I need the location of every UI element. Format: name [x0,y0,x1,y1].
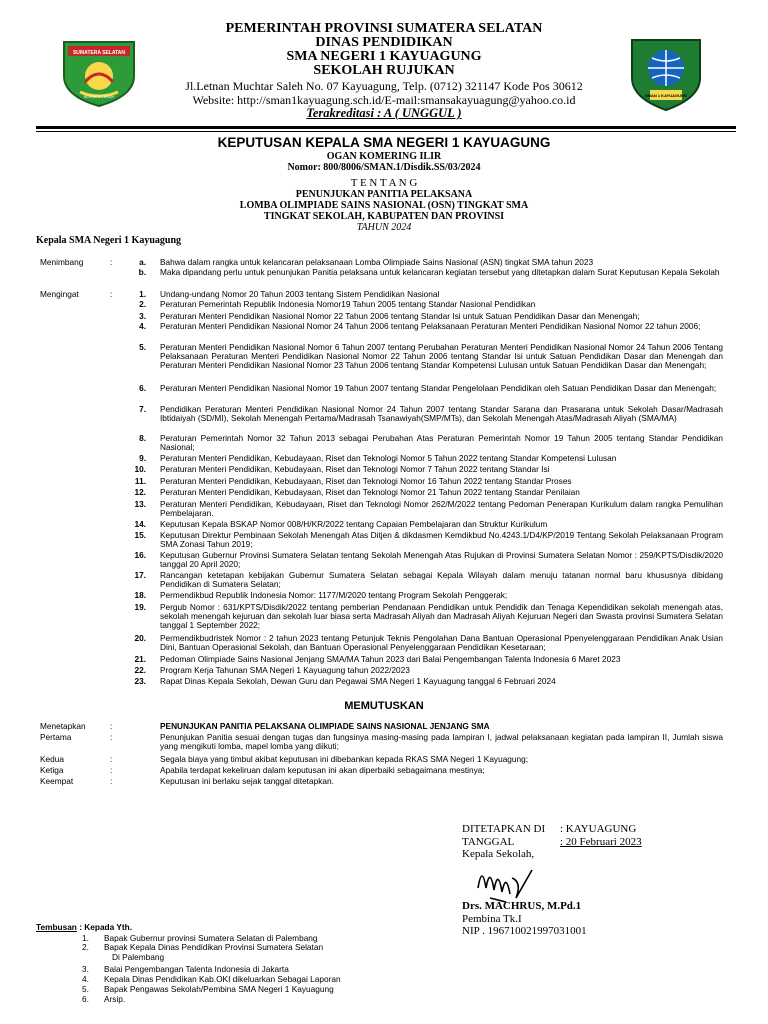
subject-year: TAHUN 2024 [356,222,412,233]
letterhead-department: DINAS PENDIDIKAN [315,35,453,50]
letterhead-government: PEMERINTAH PROVINSI SUMATERA SELATAN [225,21,543,36]
menimbang-item-text: Maka dipandang perlu untuk penunjukan Panitia pelaksana untuk kelancaran kegiatan tersebut yang ditetapkan dalam Surat Keputusan Kepala Sekolah [160,267,720,277]
mengingat-item-text: Pergub Nomor : 631/KPTS/Disdik/2022 tentang pemberian Pendanaan Pendidikan untuk Pendidik dan Tenaga Kependidikan sekolah menengah atas, sekolah menengah kejuruan dan sekolah luar biasa serta Madrasah Aliyah dan Madrasah Aliyah Kejuruan Negeri dan Swasta provinsi Sumatera Selatan tanggal 1 September 2022; [160,602,723,630]
mengingat-item-number: 22. [134,665,146,675]
mengingat-item-text: Undang-undang Nomor 20 Tahun 2003 tentang Sistem Pendidikan Nasional [160,289,440,299]
mengingat-colon: : [110,289,113,299]
letterhead-address: Jl.Letnan Muchtar Saleh No. 07 Kayuagung, Telp. (0712) 321147 Kode Pos 30612 [185,79,583,93]
ditetapkan-label: DITETAPKAN DI [462,823,546,835]
tembusan-item-text: Di Palembang [112,952,165,962]
mengingat-item-number: 23. [134,676,146,686]
decision-label: Pertama [40,732,72,742]
letterhead-school: SMA NEGERI 1 KAYUAGUNG [286,49,482,64]
handwritten-signature [472,858,542,906]
mengingat-item-number: 8. [139,433,146,443]
decree-title: KEPUTUSAN KEPALA SMA NEGERI 1 KAYUAGUNG [217,135,551,150]
signer-name: Drs. MACHRUS, M.Pd.1 [462,900,582,912]
letterhead-subtitle: SEKOLAH RUJUKAN [313,63,455,78]
tembusan-item-text: Bapak Pengawas Sekolah/Pembina SMA Negeri 1 Kayuagung [104,984,334,994]
mengingat-item-text: Peraturan Pemerintah Nomor 32 Tahun 2013 sebagai Perubahan Atas Peraturan Pemerintah Nomor 19 Tahun 2005 tentang Standar Pendidikan Nasional; [160,433,723,452]
signer-role: Kepala Sekolah, [462,848,535,860]
menimbang-item-number: a. [139,257,146,267]
mengingat-item-number: 12. [134,487,146,497]
decision-text: PENUNJUKAN PANITIA PELAKSANA OLIMPIADE SAINS NASIONAL JENJANG SMA [160,721,490,731]
tembusan-heading-rest: : Kepada Yth. [76,922,133,932]
mengingat-item-text: Peraturan Menteri Pendidikan, Kebudayaan, Riset dan Teknologi Nomor 5 Tahun 2022 tentang Standar Kompetensi Lulusan [160,453,617,463]
tembusan-item-number: 6. [82,994,89,1004]
decision-label: Menetapkan [40,721,86,731]
logo-left-motto: BERSATU TEGUH [83,95,115,99]
tembusan-item-number: 4. [82,974,89,984]
decision-label: Kedua [40,754,64,764]
subject-line-2: LOMBA OLIMPIADE SAINS NASIONAL (OSN) TINGKAT SMA [239,200,529,211]
mengingat-item-number: 19. [134,602,146,612]
ditetapkan-value: : KAYUAGUNG [560,823,637,835]
decision-colon: : [110,776,113,786]
signature-block [462,823,642,861]
signer-rank: Pembina Tk.I [462,912,522,925]
mengingat-item-number: 16. [134,550,146,560]
tembusan-item-text: Balai Pengembangan Talenta Indonesia di Jakarta [104,964,289,974]
mengingat-item-number: 15. [134,530,146,540]
mengingat-item-text: Pedoman Olimpiade Sains Nasional Jenjang SMA/MA Tahun 2023 dari Balai Pengembangan Talenta Indonesia 6 Maret 2023 [160,654,621,664]
tentang-heading: T E N T A N G [350,177,418,189]
menimbang-item-text: Bahwa dalam rangka untuk kelancaran pelaksanaan Lomba Olimpiade Sains Nasional (ASN) tingkat SMA tahun 2023 [160,257,594,267]
mengingat-item-text: Peraturan Menteri Pendidikan, Kebudayaan, Riset dan Teknologi Nomor 7 Tahun 2022 tentang Standar Isi [160,464,550,474]
accreditation: Terakreditasi : A ( UNGGUL ) [306,106,462,120]
header-divider-thin [36,131,736,132]
decision-text: Penunjukan Panitia sesuai dengan tugas dan fungsinya masing-masing pada lampiran I, jadwal pelaksanaan kegiatan pada lampiran II, Jumlah siswa yang mengikuti lomba, mapel lomba yang diikuti; [160,732,723,751]
mengingat-item-number: 20. [134,633,146,643]
mengingat-item-text: Peraturan Menteri Pendidikan, Kebudayaan, Riset dan Teknologi Nomor 262/M/2022 tentang Pedoman Penerapan Kurikulum dalam rangka Pemulihan Pembelajaran. [160,499,723,518]
mengingat-item-number: 13. [134,499,146,509]
decision-text: Keputusan ini berlaku sejak tanggal ditetapkan. [160,776,334,786]
mengingat-item-text: Peraturan Menteri Pendidikan Nasional Nomor 19 Tahun 2007 tentang Standar Pengelolaan Pendidikan oleh Satuan Pendidikan Dasar dan Menengah; [160,383,717,393]
tembusan-item-number: 3. [82,964,89,974]
mengingat-item-text: Peraturan Menteri Pendidikan Nasional Nomor 6 Tahun 2007 tentang Perubahan Peraturan Menteri Pendidikan Nasional Nomor 24 Tahun 2006 Tentang Pelaksanaan Peraturan Menteri Pendidikan Nasional Nomor 22 Tahun 2006 tentang Standar Isi untuk Satuan Pendidikan Dasar dan Menengah dan Peraturan Menteri Pendidikan Nasional Nomor 23 Tahun 2006 tentang Standar Kompetensi Lulusan untuk Satuan Pendidikan Dasar dan Menengah; [160,342,723,370]
subject-line-1: PENUNJUKAN PANITIA PELAKSANA [295,189,473,200]
tembusan-item-number: 2. [82,942,89,952]
tembusan-item-text: Bapak Gubernur provinsi Sumatera Selatan di Palembang [104,933,318,943]
decree-region: OGAN KOMERING ILIR [326,151,442,162]
tembusan-label: Tembusan [36,922,77,932]
menimbang-label: Menimbang [40,257,84,267]
mengingat-item-text: Rancangan ketetapan kebijakan Gubernur Sumatera Selatan sebagai Kepala Wilayah dalam menuju tatanan normal baru khususnya dibidang Pendidikan di Sumatera Selatan; [160,570,723,589]
opening-line: Kepala SMA Negeri 1 Kayuagung [36,235,182,246]
header-divider-thick [36,126,736,129]
decision-colon: : [110,721,113,731]
decision-label: Keempat [40,776,74,786]
mengingat-item-number: 14. [134,519,146,529]
signer-nip: NIP . 196710021997031001 [462,925,587,937]
logo-left-text: SUMATERA SELATAN [72,50,126,56]
tembusan-item-number: 5. [82,984,89,994]
mengingat-item-number: 6. [139,383,146,393]
mengingat-item-number: 2. [139,299,146,309]
mengingat-item-text: Peraturan Pemerintah Republik Indonesia Nomor19 Tahun 2005 tentang Standar Nasional Pendidikan [160,299,536,309]
decision-label: Ketiga [40,765,64,775]
mengingat-label: Mengingat [40,289,79,299]
letterhead-website: Website: http://sman1kayuagung.sch.id/E-mail:smansakayuagung@yahoo.co.id [192,93,576,107]
logo-right-text: SMAN 1 KAYUAGUNG [644,93,688,98]
mengingat-item-text: Peraturan Menteri Pendidikan, Kebudayaan, Riset dan Teknologi Nomor 16 Tahun 2022 tentang Standar Proses [160,476,572,486]
decision-colon: : [110,754,113,764]
tembusan-item-text: Bapak Kepala Dinas Pendidikan Provinsi Sumatera Selatan [104,942,324,952]
mengingat-item-number: 17. [134,570,146,580]
decision-colon: : [110,732,113,742]
tembusan-heading [36,923,132,932]
mengingat-item-number: 7. [139,404,146,414]
tanggal-value: : 20 Februari 2023 [560,835,642,848]
tanggal-label: TANGGAL [462,835,515,848]
mengingat-item-number: 3. [139,311,146,321]
mengingat-item-text: Peraturan Menteri Pendidikan Nasional Nomor 22 Tahun 2006 tentang Standar Isi untuk Satuan Pendidikan Dasar dan Menengah; [160,311,640,321]
decree-number: Nomor: 800/8006/SMAN.1/Disdik.SS/03/2024 [287,162,481,173]
mengingat-item-number: 5. [139,342,146,352]
mengingat-item-text: Permendikbudristek Nomor : 2 tahun 2023 tentang Petunjuk Teknis Pengolahan Dana Bantuan Operasional Ppenyelenggaraan Pendidikan Anak Usian Dini, Bantuan Operasional Sekolah, dan Bantuan Operasional Penyelenggaraan Pendidikan Kesetaraan; [160,633,723,652]
mengingat-item-text: Rapat Dinas Kepala Sekolah, Dewan Guru dan Pegawai SMA Negeri 1 Kayuagung tanggal 6 Februari 2024 [160,676,556,686]
signer-info [462,900,587,938]
mengingat-item-number: 21. [134,654,146,664]
mengingat-item-text: Pendidikan Peraturan Menteri Pendidikan Nasional Nomor 24 Tahun 2007 tentang Standar Sarana dan Prasarana untuk Sekolah Dasar/Madrasah Ibtidaiyah (SD/MI), Sekolah Menengah Pertama/Madrasah Tsanawiyah(SMP/MTs), dan Sekolah Menengah Atas/Madrasah Aliyah (SMA/MA) [160,404,723,423]
mengingat-item-text: Keputusan Gubernur Provinsi Sumatera Selatan tentang Sekolah Menengah Atas Rujukan di Provinsi Sumatera Selatan Nomor : 259/KPTS/Disdik/2020 tanggal 20 April 2020; [160,550,723,569]
decision-text: Apabila terdapat kekeliruan dalam keputusan ini akan diperbaiki sebagaimana mestinya; [160,765,485,775]
mengingat-item-number: 11. [134,476,146,486]
menimbang-colon: : [110,257,113,267]
mengingat-item-text: Permendikbud Republik Indonesia Nomor: 1177/M/2020 tentang Program Sekolah Penggerak; [160,590,508,600]
mengingat-item-text: Peraturan Menteri Pendidikan Nasional Nomor 24 Tahun 2006 tentang Pelaksanaan Peraturan Menteri Pendidikan Nasional Nomor 22 tahun 2006; [160,321,701,331]
memutuskan-heading: MEMUTUSKAN [344,700,424,712]
decision-text: Segala biaya yang timbul akibat keputusan ini dibebankan kepada RKAS SMA Negeri 1 Kayuagung; [160,754,529,764]
mengingat-item-number: 10. [134,464,146,474]
mengingat-item-text: Peraturan Menteri Pendidikan, Kebudayaan, Riset dan Teknologi Nomor 21 Tahun 2022 tentang Standar Penilaian [160,487,580,497]
menimbang-item-number: b. [138,267,146,277]
tembusan-item-number: 1. [82,933,89,943]
mengingat-item-number: 1. [139,289,146,299]
tembusan-item-text: Kepala Dinas Pendidikan Kab.OKI dikeluarkan Sebagai Laporan [104,974,341,984]
mengingat-item-text: Program Kerja Tahunan SMA Negeri 1 Kayuagung tahun 2022/2023 [160,665,410,675]
mengingat-item-number: 4. [139,321,146,331]
mengingat-item-number: 9. [139,453,146,463]
mengingat-item-number: 18. [134,590,146,600]
mengingat-item-text: Keputusan Direktur Pembinaan Sekolah Menengah Atas Ditjen & dikdasmen Kemdikbud No.4243.1/D4/KP/2019 Tentang Sekolah Pelaksanaan Program SMA Zonasi Tahun 2019; [160,530,723,549]
mengingat-item-text: Keputusan Kepala BSKAP Nomor 008/H/KR/2022 tentang Capaian Pembelajaran dan Struktur Kurikulum [160,519,548,529]
decision-colon: : [110,765,113,775]
tembusan-item-text: Arsip. [104,994,126,1004]
subject-line-3: TINGKAT SEKOLAH, KABUPATEN DAN PROVINSI [263,211,505,222]
